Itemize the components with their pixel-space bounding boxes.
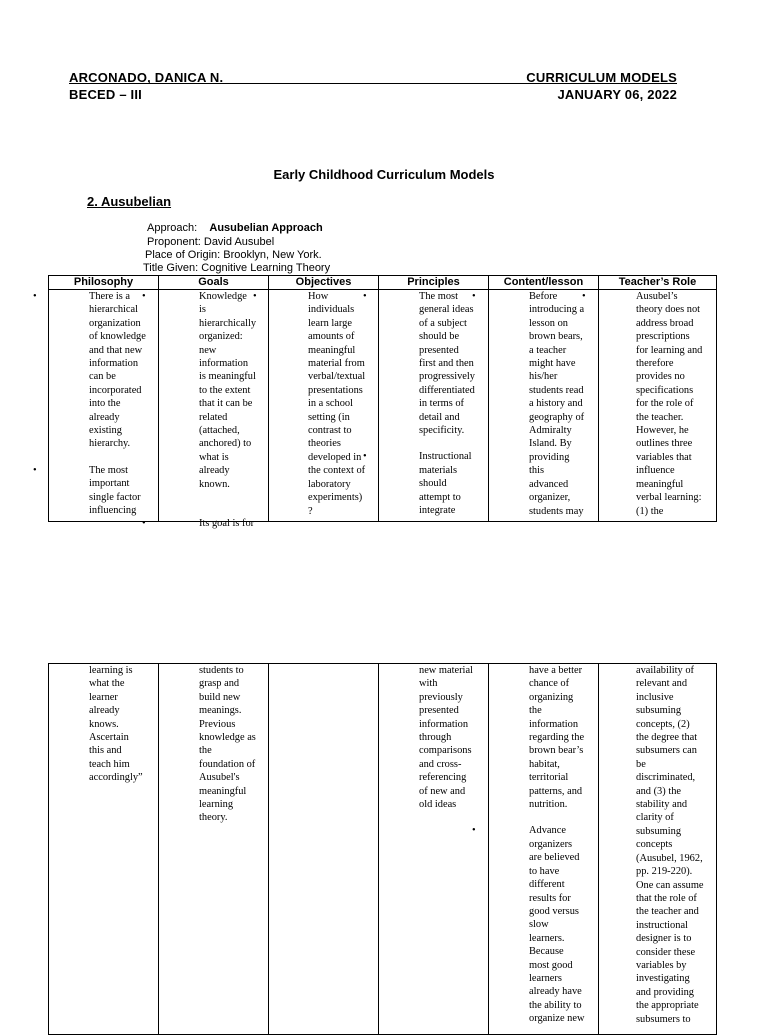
approach-line <box>147 222 323 235</box>
cell-line: previously <box>419 691 463 703</box>
cell-line: accordingly” <box>89 772 143 784</box>
cell-line: brown bears, <box>529 331 583 343</box>
cell-line: are believed <box>529 852 580 864</box>
cell-line: Island. By <box>529 438 572 450</box>
cell-line: clarity of <box>636 812 674 824</box>
cell-line: already <box>89 411 120 423</box>
cell-line: is meaningful <box>199 371 256 383</box>
philosophy-cell <box>49 290 158 521</box>
teacher-role-cell <box>599 664 716 1034</box>
cell-line: in terms of <box>419 398 465 410</box>
cell-line: have a better <box>529 665 583 676</box>
cell-line: investigating <box>636 973 690 985</box>
cell-line: progressively <box>419 371 475 383</box>
student-name: ARCONADO, DANICA N. <box>69 70 224 85</box>
cell-line: grasp and <box>199 678 240 690</box>
cell-line: related <box>199 411 228 423</box>
cell-line: with <box>419 678 438 690</box>
cell-line: the context of <box>308 465 366 477</box>
table-row <box>49 664 717 1035</box>
cell-line: instructional <box>636 919 688 931</box>
content-cell <box>489 664 598 1034</box>
cell-line: and providing <box>636 986 695 998</box>
cell-line: should be <box>419 331 460 343</box>
cell-line: anchored) to <box>199 438 252 450</box>
cell-line: specifications <box>636 384 694 396</box>
cell-line: ? <box>308 505 313 517</box>
cell-line: the teacher. <box>636 411 684 423</box>
cell-line: meaningful <box>636 478 684 490</box>
cell-line: already have <box>529 986 582 998</box>
cell-line: the appropriate <box>636 1000 699 1012</box>
cell-line: be <box>636 758 646 770</box>
cell-line: the teacher and <box>636 906 699 918</box>
cell-line: this <box>529 465 545 477</box>
cell-line: chance of <box>529 678 570 690</box>
cell-line: information <box>199 358 249 370</box>
cell-line: subsuming <box>636 825 682 837</box>
cell-line: • Its goal is for <box>159 517 268 530</box>
cell-line: hierarchy. <box>89 438 131 450</box>
cell-line: information <box>419 718 469 730</box>
cell-line: organization <box>89 317 141 329</box>
cell-line: the <box>529 705 542 717</box>
cell-line: attempt to <box>419 491 461 503</box>
col-header-philosophy: Philosophy <box>49 276 159 290</box>
cell-line: meanings. <box>199 705 242 717</box>
cell-line: most good <box>529 959 573 971</box>
cell-line: information <box>529 718 579 730</box>
cell-line: therefore <box>636 358 674 370</box>
cell-line: first and then <box>419 358 474 370</box>
cell-line: • The most <box>49 464 158 477</box>
cell-line: results for <box>529 892 571 904</box>
col-header-content: Content/lesson <box>489 276 599 290</box>
cell-line: integrate <box>419 505 456 517</box>
cell-line: single factor <box>89 491 141 503</box>
cell-line: might have <box>529 358 576 370</box>
cell-line: old ideas <box>419 799 457 811</box>
cell-line: what is <box>199 451 229 463</box>
objectives-cell <box>269 290 378 521</box>
cell-line: of a subject <box>419 317 467 329</box>
cell-line: the degree that <box>636 732 698 744</box>
section-title: 2. Ausubelian <box>87 194 172 209</box>
cell-line: geography of <box>529 411 585 423</box>
cell-line: stability and <box>636 799 688 811</box>
cell-line: knowledge as <box>199 732 256 744</box>
cell-line: designer is to <box>636 933 692 945</box>
paragraph-gap <box>489 811 598 824</box>
cell-line: pp. 219-220). <box>636 866 693 878</box>
cell-line: and (3) the <box>636 785 682 797</box>
paragraph-gap <box>159 491 268 504</box>
cell-line: for learning and <box>636 344 703 356</box>
cell-line: Admiralty <box>529 425 572 437</box>
cell-line: that it can be <box>199 398 253 410</box>
goals-cell <box>159 664 268 1034</box>
cell-line: relevant and <box>636 678 688 690</box>
cell-line: discriminated, <box>636 772 696 784</box>
cell-line: verbal learning: <box>636 492 702 504</box>
cell-line: this and <box>89 745 122 757</box>
teacher-role-cell <box>599 290 716 521</box>
cell-line: is <box>199 304 206 316</box>
cell-line: and that new <box>89 344 143 356</box>
document-title: Early Childhood Curriculum Models <box>273 167 495 182</box>
cell-line: a teacher <box>529 344 567 356</box>
col-header-objectives: Objectives <box>269 276 379 290</box>
cell-line: knows. <box>89 718 119 730</box>
cell-line: verbal/textual <box>308 371 366 383</box>
cell-line: important <box>89 478 130 490</box>
cell-line: general ideas <box>419 304 474 316</box>
document-date: JANUARY 06, 2022 <box>557 87 677 102</box>
cell-line: • The most <box>379 290 488 303</box>
cell-line: hierarchically <box>199 317 257 329</box>
objectives-cell <box>269 664 378 1034</box>
header-rule <box>69 83 677 84</box>
cell-line: organizing <box>529 691 574 703</box>
cell-line: differentiated <box>419 384 475 396</box>
cell-line: to have <box>529 865 560 877</box>
cell-line: material from <box>308 358 365 370</box>
cell-line: influencing <box>89 505 137 517</box>
cell-line: address broad <box>636 317 694 329</box>
cell-line: learner <box>89 691 118 703</box>
cell-line: presentations <box>308 384 363 396</box>
cell-line: that the role of <box>636 892 697 904</box>
cell-line: individuals <box>308 304 355 316</box>
cell-line: of new and <box>419 785 466 797</box>
cell-line: Ascertain <box>89 732 129 744</box>
title-given-line: Title Given: Cognitive Learning Theory <box>143 262 331 274</box>
cell-line: students to <box>199 665 244 676</box>
cell-line: • Ausubel’s <box>599 290 716 303</box>
cell-line: variables by <box>636 959 687 971</box>
cell-line: comparisons <box>419 745 472 757</box>
cell-line: presented <box>419 344 459 356</box>
cell-line: into the <box>89 398 121 410</box>
content-cell <box>489 290 598 521</box>
cell-line: the ability to <box>529 999 582 1011</box>
principles-cell <box>379 664 488 1034</box>
approach-label: Approach: <box>147 222 198 234</box>
cell-line: learners <box>529 972 562 984</box>
cell-line: students read <box>529 384 584 396</box>
cell-line: (1) the <box>636 505 664 517</box>
cell-line: One can assume <box>636 879 704 891</box>
cell-line: should <box>419 478 447 490</box>
cell-line: a history and <box>529 398 583 410</box>
cell-line: However, he <box>636 425 689 437</box>
cell-line: presented <box>419 705 459 717</box>
cell-line: • How <box>269 290 378 303</box>
student-section: BECED – III <box>69 87 142 102</box>
cell-line: patterns, and <box>529 785 583 797</box>
cell-line: theory does not <box>636 304 701 316</box>
cell-line: can be <box>89 371 116 383</box>
cell-line: experiments) <box>308 492 363 504</box>
goals-cell <box>159 290 268 530</box>
cell-line: subsuming <box>636 705 682 717</box>
cell-line: (attached, <box>199 425 240 437</box>
principles-cell <box>379 290 488 521</box>
cell-line: amounts of <box>308 331 355 343</box>
cell-line: what the <box>89 678 125 690</box>
cell-line: new material <box>419 665 473 676</box>
cell-line: subsumers to <box>636 1013 691 1025</box>
table-header-row <box>49 276 717 290</box>
paragraph-gap <box>159 504 268 517</box>
cell-line: availability of <box>636 665 694 676</box>
paragraph-gap <box>49 451 158 464</box>
cell-line: for the role of <box>636 398 694 410</box>
cell-line: known. <box>199 478 230 490</box>
cell-line: good versus <box>529 905 579 917</box>
cell-line: regarding the <box>529 732 585 744</box>
cell-line: inclusive <box>636 691 674 703</box>
cell-line: different <box>529 879 565 891</box>
curriculum-table-page2 <box>48 663 717 1035</box>
cell-line: concepts, (2) <box>636 718 690 730</box>
col-header-goals: Goals <box>159 276 269 290</box>
cell-line: organized: <box>199 331 243 343</box>
cell-line: specificity. <box>419 425 465 437</box>
cell-line: (Ausubel, 1962, <box>636 852 703 864</box>
cell-line: theories <box>308 438 341 450</box>
cell-line: students may <box>529 505 584 517</box>
cell-line: • Advance <box>489 824 598 837</box>
cell-line: brown bear’s <box>529 745 584 757</box>
cell-line: and cross- <box>419 758 462 770</box>
proponent-line: Proponent: David Ausubel <box>147 236 275 248</box>
cell-line: meaningful <box>308 344 356 356</box>
cell-line: meaningful <box>199 785 247 797</box>
cell-line: learning <box>199 799 234 811</box>
cell-line: advanced <box>529 478 569 490</box>
cell-line: organize new <box>529 1013 585 1025</box>
cell-line: detail and <box>419 411 460 423</box>
cell-line: learners. <box>529 932 565 944</box>
cell-line: subsumers can <box>636 745 697 757</box>
cell-line: territorial <box>529 772 569 784</box>
cell-line: learning is <box>89 665 133 676</box>
cell-line: developed in <box>308 451 362 463</box>
cell-line: prescriptions <box>636 331 690 343</box>
paragraph-gap <box>379 437 488 450</box>
cell-line: through <box>419 732 452 744</box>
cell-line: providing <box>529 451 570 463</box>
cell-line: new <box>199 344 217 356</box>
cell-line: consider these <box>636 946 696 958</box>
cell-line: variables that <box>636 451 692 463</box>
cell-line: materials <box>419 464 458 476</box>
cell-line: Because <box>529 946 564 958</box>
cell-line: organizer, <box>529 492 571 504</box>
cell-line: nutrition. <box>529 799 568 811</box>
cell-line: referencing <box>419 772 467 784</box>
cell-line: Previous <box>199 718 236 730</box>
col-header-principles: Principles <box>379 276 489 290</box>
cell-line: hierarchical <box>89 304 139 316</box>
cell-line: • Instructional <box>379 450 488 463</box>
cell-line: already <box>89 705 120 717</box>
cell-line: incorporated <box>89 384 142 396</box>
cell-line: of knowledge <box>89 331 146 343</box>
cell-line: Ausubel's <box>199 772 240 784</box>
cell-line: teach him <box>89 758 130 770</box>
cell-line: • Before <box>489 290 598 303</box>
cell-line: organizers <box>529 838 573 850</box>
cell-line: concepts <box>636 839 673 851</box>
cell-line: habitat, <box>529 758 560 770</box>
cell-line: foundation of <box>199 758 256 770</box>
cell-line: • Knowledge <box>159 290 268 303</box>
cell-line: introducing a <box>529 304 585 316</box>
cell-line: laboratory <box>308 478 351 490</box>
col-header-teacher-role: Teacher’s Role <box>599 276 717 290</box>
cell-line: information <box>89 358 139 370</box>
cell-line: setting (in <box>308 411 350 423</box>
cell-line: lesson on <box>529 317 568 329</box>
origin-line: Place of Origin: Brooklyn, New York. <box>145 249 322 261</box>
cell-line: the <box>199 745 212 757</box>
cell-line: build new <box>199 691 241 703</box>
cell-line: influence <box>636 465 675 477</box>
cell-line: existing <box>89 425 122 437</box>
cell-line: outlines three <box>636 438 693 450</box>
course-subject: CURRICULUM MODELS <box>526 70 677 85</box>
cell-line: slow <box>529 919 549 931</box>
cell-line: in a school <box>308 398 354 410</box>
cell-line: to the extent <box>199 384 251 396</box>
philosophy-cell <box>49 664 158 1034</box>
cell-line: already <box>199 465 230 477</box>
approach-value: Ausubelian Approach <box>209 222 323 234</box>
cell-line: contrast to <box>308 425 352 437</box>
cell-line: theory. <box>199 812 228 824</box>
table-row <box>49 290 717 522</box>
cell-line: learn large <box>308 317 352 329</box>
cell-line: his/her <box>529 371 558 383</box>
cell-line: • There is a <box>49 290 158 303</box>
cell-line: provides no <box>636 371 685 383</box>
curriculum-table-page1 <box>48 275 717 530</box>
